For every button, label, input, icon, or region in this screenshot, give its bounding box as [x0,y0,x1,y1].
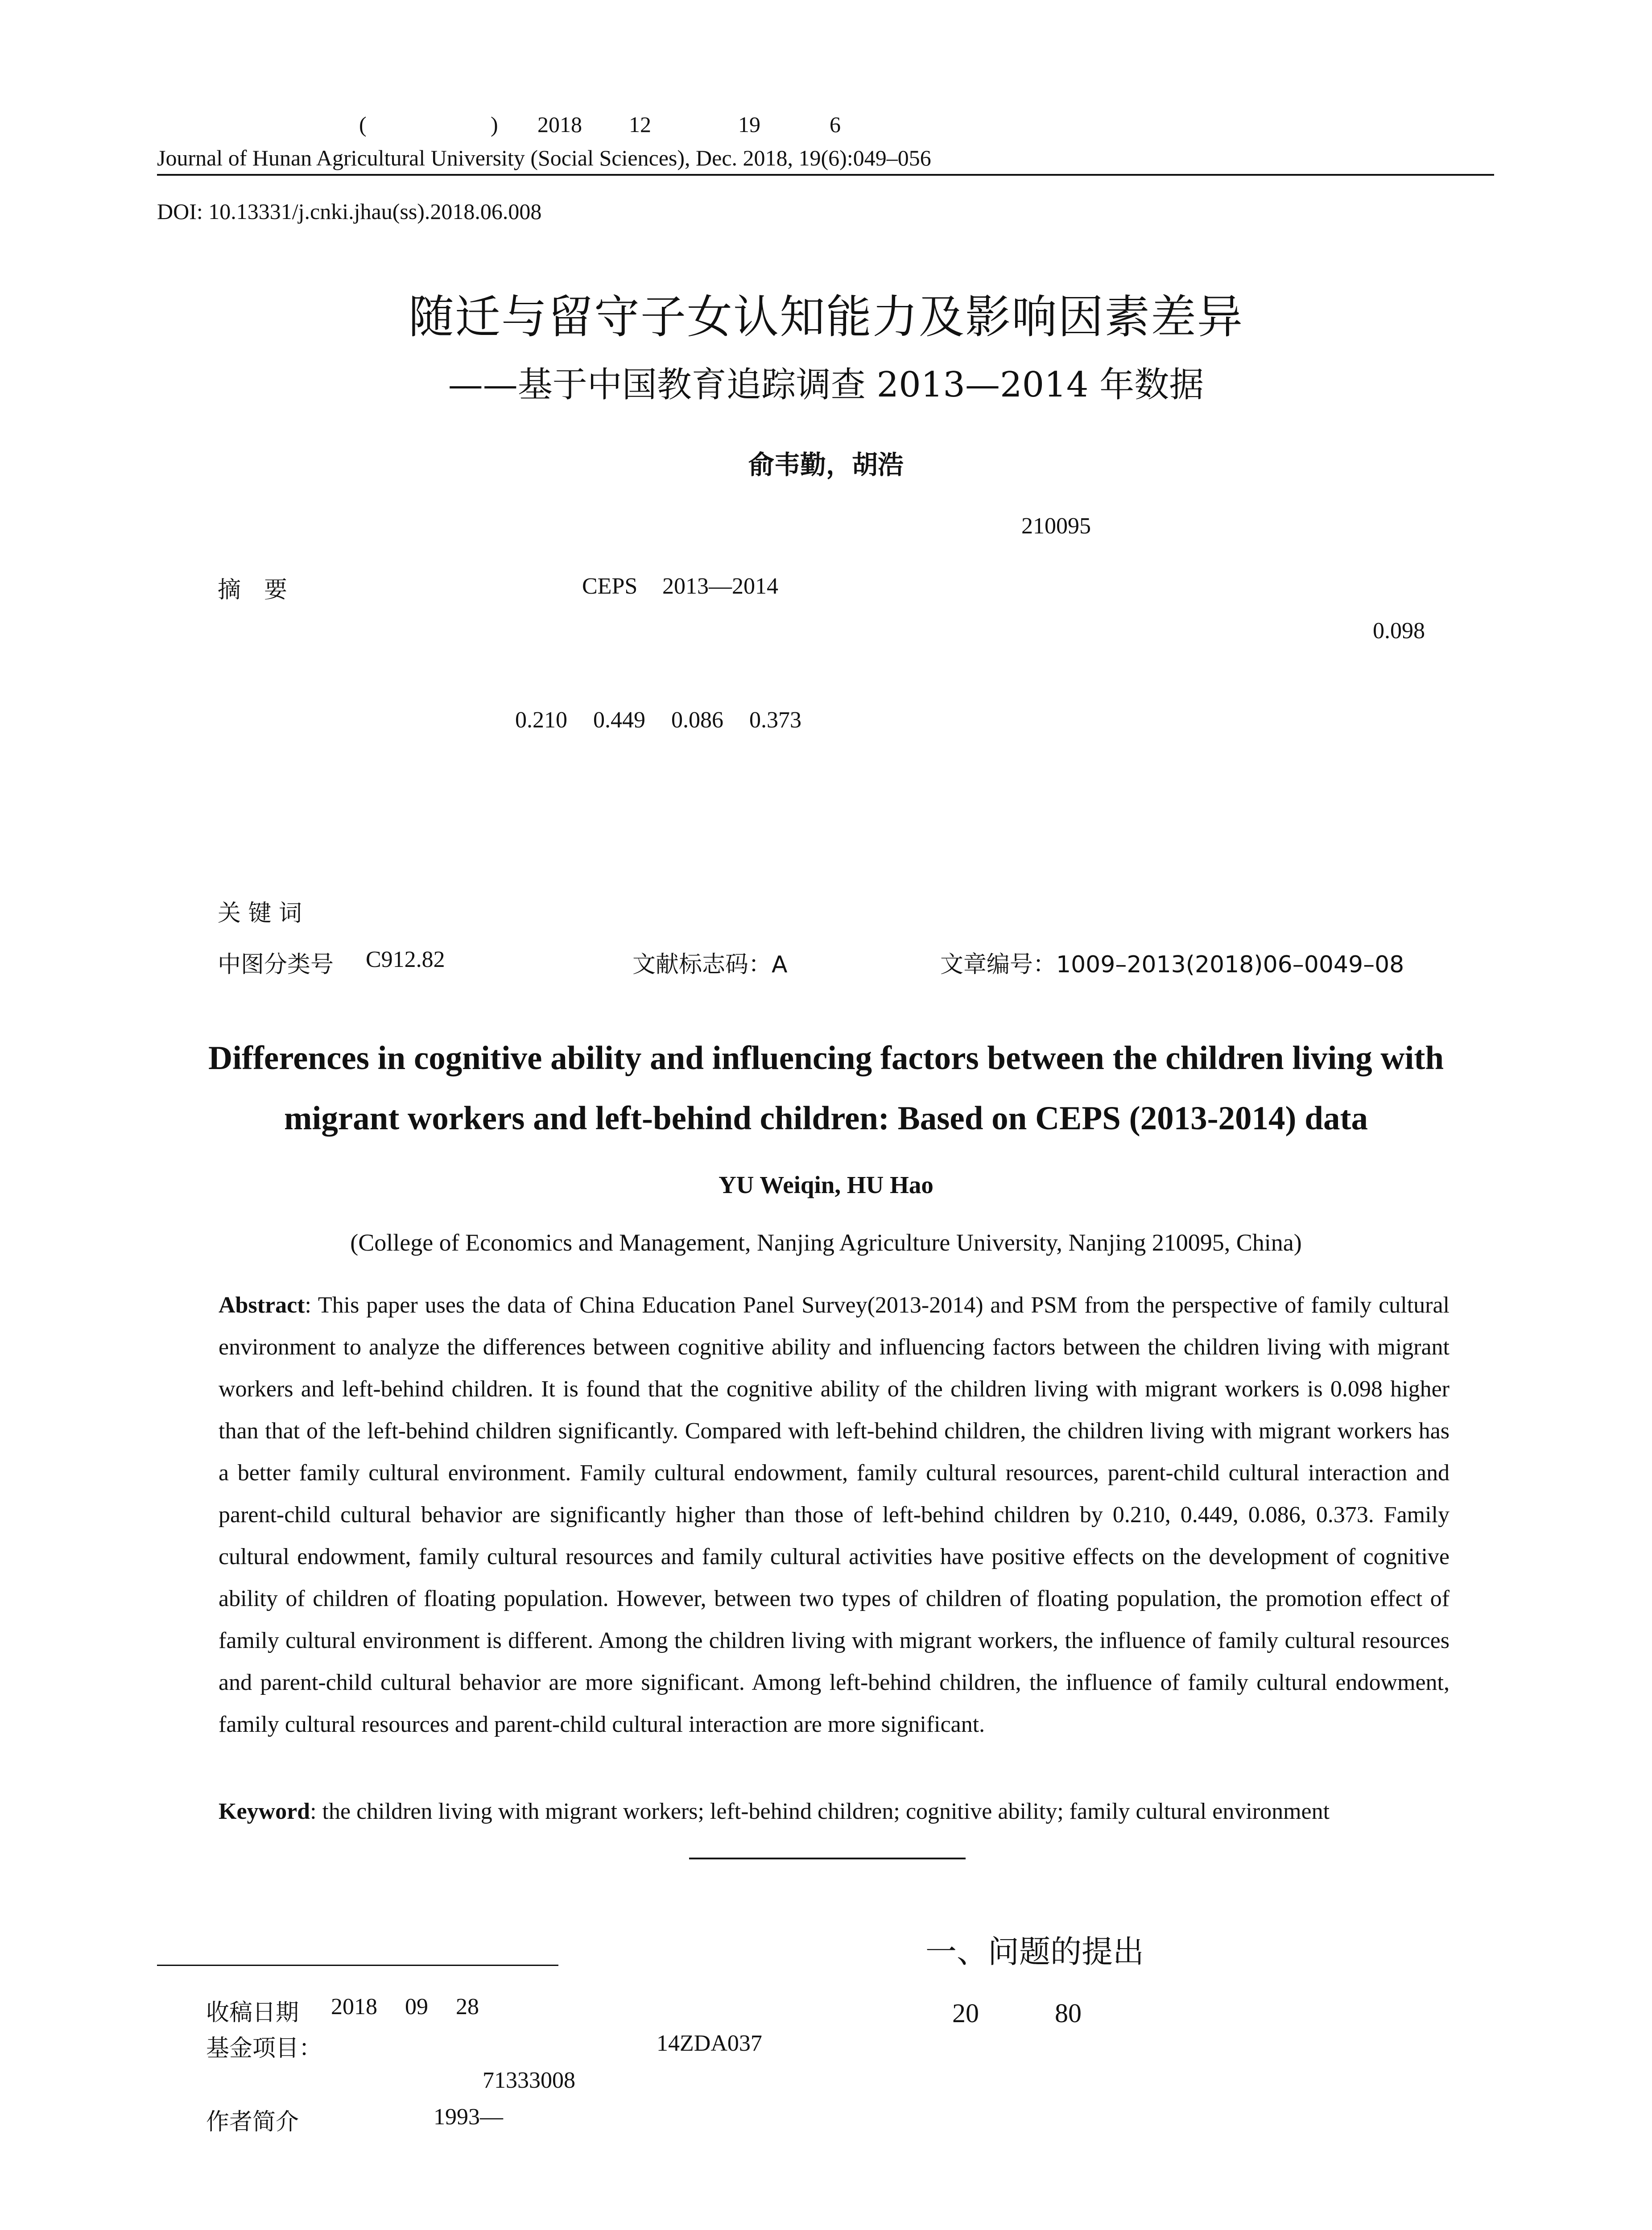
fund-label: 基金项目： [206,2035,322,2062]
english-keyword-text: : the children living with migrant workers; left-behind children; cognitive ability; family cultural environment [310,1799,1330,1824]
header-rule [157,174,1494,176]
doi: DOI: 10.13331/j.cnki.jhau(ss).2018.06.008 [157,199,542,224]
affiliation-postcode: 210095 [1021,513,1091,539]
section-1-num-2: 80 [1055,1999,1082,2028]
footnote-rule [157,1965,558,1966]
keywords-cn-label: 关 键 词 [218,900,302,927]
received-day: 28 [456,1994,479,2019]
fund-code-2: 71333008 [483,2068,575,2093]
article-number: 文章编号：1009–2013(2018)06–0049–08 [940,951,1404,978]
english-abstract-text: : This paper uses the data of China Education Panel Survey(2013-2014) and PSM from the perspective of family cultural environment to analyze the differences between cognitive ability and influencing factors between the children living with migrant workers and left-behind children. It is found that the cognitive ability of the children living with migrant workers is 0.098 higher than that of the left-behind children significantly. Compared with left-behind children, the children living with migrant workers has a better family cultural environment. Family cultural endowment, family cultural resources, parent-child cultural interaction and parent-child cultural behavior are significantly higher than those of left-behind children by 0.210, 0.449, 0.086, 0.373. Family cultural endowment, family cultural resources and family cultural activities have positive effects on the development of cognitive ability of children of floating population. However, between two types of children of floating population, the promotion effect of family cultural environment is different. Among the children living with migrant workers, the influence of family cultural resources and parent-child cultural behavior are more significant. Among left-behind children, the influence of family cultural endowment, family cultural resources and parent-child cultural interaction are more significant. [219,1293,1450,1737]
journal-issue: 6 [830,112,841,137]
english-abstract [219,1284,1450,1746]
author-info-label: 作者简介 [206,2109,299,2135]
english-authors: YU Weiqin, HU Hao [719,1171,933,1198]
english-title-line1: Differences in cognitive ability and influencing factors between the children living with [208,1040,1444,1077]
english-abstract-label: Abstract [219,1293,305,1318]
section-1-num-1: 20 [952,1999,979,2028]
abstract-cn-value: 0.086 [671,707,723,733]
abstract-cn-label: 摘 要 [218,577,288,603]
journal-volume: 19 [738,112,760,137]
english-keywords [219,1798,1330,1825]
abstract-cn-value: 0.373 [749,707,801,733]
english-keyword-label: Keyword [219,1799,310,1824]
document-code: 文献标志码：A [632,951,788,978]
journal-paren-close: ) [491,112,498,137]
section-divider [689,1858,966,1859]
journal-english-line: Journal of Hunan Agricultural University (Social Sciences), Dec. 2018, 19(6):049–056 [157,145,931,170]
received-year: 2018 [331,1994,377,2019]
clc-label: 中图分类号 [218,951,334,978]
received-label: 收稿日期 [206,1999,299,2026]
paper-title: 随迁与留守子女认知能力及影响因素差异 [409,291,1243,344]
received-month: 09 [405,1994,428,2019]
paper-subtitle: ——基于中国教育追踪调查 2013—2014 年数据 [448,365,1204,405]
abstract-cn-ceps: CEPS [582,574,638,599]
journal-year: 2018 [537,112,582,137]
clc-value: C912.82 [366,947,445,972]
english-affiliation: (College of Economics and Management, Nanjing Agriculture University, Nanjing 210095, China) [350,1229,1302,1256]
abstract-cn-years: 2013—2014 [662,574,778,599]
author-birth: 1993— [434,2104,503,2130]
abstract-cn-diff: 0.098 [1373,618,1425,644]
abstract-cn-value: 0.210 [515,707,567,733]
section-1-heading: 一、问题的提出 [925,1933,1144,1970]
journal-paren-open: ( [359,112,367,137]
abstract-cn-value: 0.449 [593,707,645,733]
fund-code-1: 14ZDA037 [657,2031,762,2056]
paper-authors: 俞韦勤，胡浩 [748,450,904,480]
journal-month: 12 [629,112,651,137]
english-title-line2: migrant workers and left-behind children: Based on CEPS (2013-2014) data [284,1100,1368,1137]
